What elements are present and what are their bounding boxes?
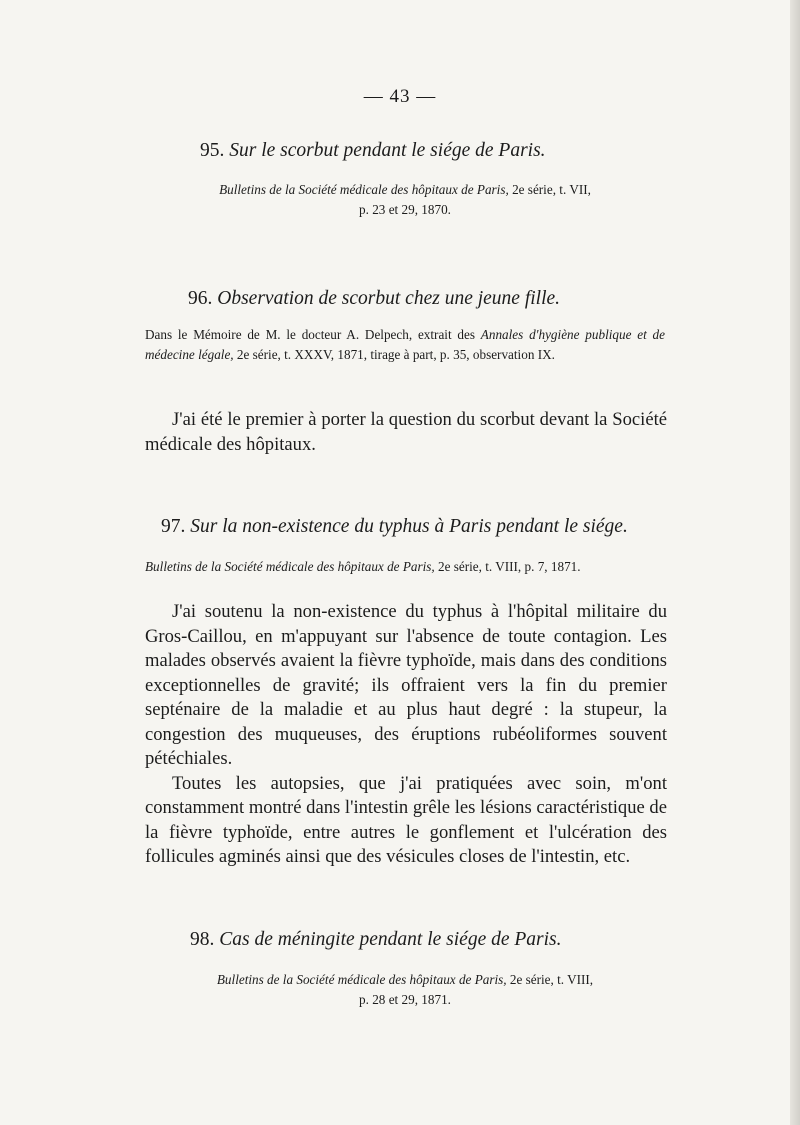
entry-96-reference: [145, 325, 665, 365]
entry-97-reference: [145, 557, 667, 577]
entry-95-reference: [145, 180, 665, 220]
reference-pages: p. 28 et 29, 1871.: [359, 992, 451, 1007]
reference-details: 2e série, t. XXXV, 1871, tirage à part, p. 35, observation IX.: [233, 347, 555, 362]
page-edge-shadow: [790, 0, 800, 1125]
entry-97-body: [145, 600, 667, 870]
reference-journal: Bulletins de la Société médicale des hôpitaux de Paris,: [216, 972, 507, 987]
reference-details: 2e série, t. VIII,: [506, 972, 594, 987]
body-paragraph: J'ai été le premier à porter la question du scorbut devant la Société médicale des hôpitaux.: [145, 409, 667, 455]
entry-number: 97.: [161, 516, 186, 537]
entry-title: Observation de scorbut chez une jeune fille.: [217, 288, 561, 309]
reference-pages: p. 23 et 29, 1870.: [359, 202, 451, 217]
reference-details: 2e série, t. VIII, p. 7, 1871.: [434, 559, 581, 574]
entry-number: 95.: [200, 140, 225, 161]
entry-97-heading: [161, 515, 628, 539]
entry-number: 96.: [188, 288, 213, 309]
reference-intro: Dans le Mémoire de M. le docteur A. Delpech, extrait des: [145, 327, 481, 342]
body-paragraph: J'ai soutenu la non-existence du typhus à l'hôpital militaire du Gros-Caillou, en m'appuyant sur l'absence de toute contagion. Les malades observés avaient la fièvre typhoïde, mais dans des conditions exceptionnelles de gravité; ils offraient vers la fin du premier septénaire de la maladie et au plus haut degré : la stupeur, la congestion des muqueuses, des éruptions rubéoliformes souvent pétéchiales.: [145, 601, 667, 769]
body-paragraph: Toutes les autopsies, que j'ai pratiquées avec soin, m'ont constamment montré dans l'intestin grêle les lésions caractéristique de la fièvre typhoïde, entre autres le gonflement et l'ulcération des follicules agminés ainsi que des vésicules closes de l'intestin, etc.: [145, 772, 667, 867]
entry-title: Sur la non-existence du typhus à Paris pendant le siége.: [190, 516, 628, 537]
reference-journal: Bulletins de la Société médicale des hôpitaux de Paris,: [219, 182, 509, 197]
entry-96-heading: [188, 287, 560, 311]
entry-98-heading: [190, 928, 562, 952]
entry-title: Sur le scorbut pendant le siége de Paris.: [229, 140, 546, 161]
reference-details: 2e série, t. VII,: [508, 182, 591, 197]
reference-journal: Bulletins de la Société médicale des hôpitaux de Paris,: [145, 559, 435, 574]
reference-journal: Annales d'hygiène publique et de médecine légale,: [145, 327, 665, 362]
entry-number: 98.: [190, 929, 215, 950]
entry-95-heading: [200, 139, 546, 163]
page-number: — 43 —: [363, 86, 437, 107]
entry-98-reference: [145, 970, 665, 1010]
entry-title: Cas de méningite pendant le siége de Paris.: [219, 929, 562, 950]
entry-96-body: [145, 408, 667, 457]
